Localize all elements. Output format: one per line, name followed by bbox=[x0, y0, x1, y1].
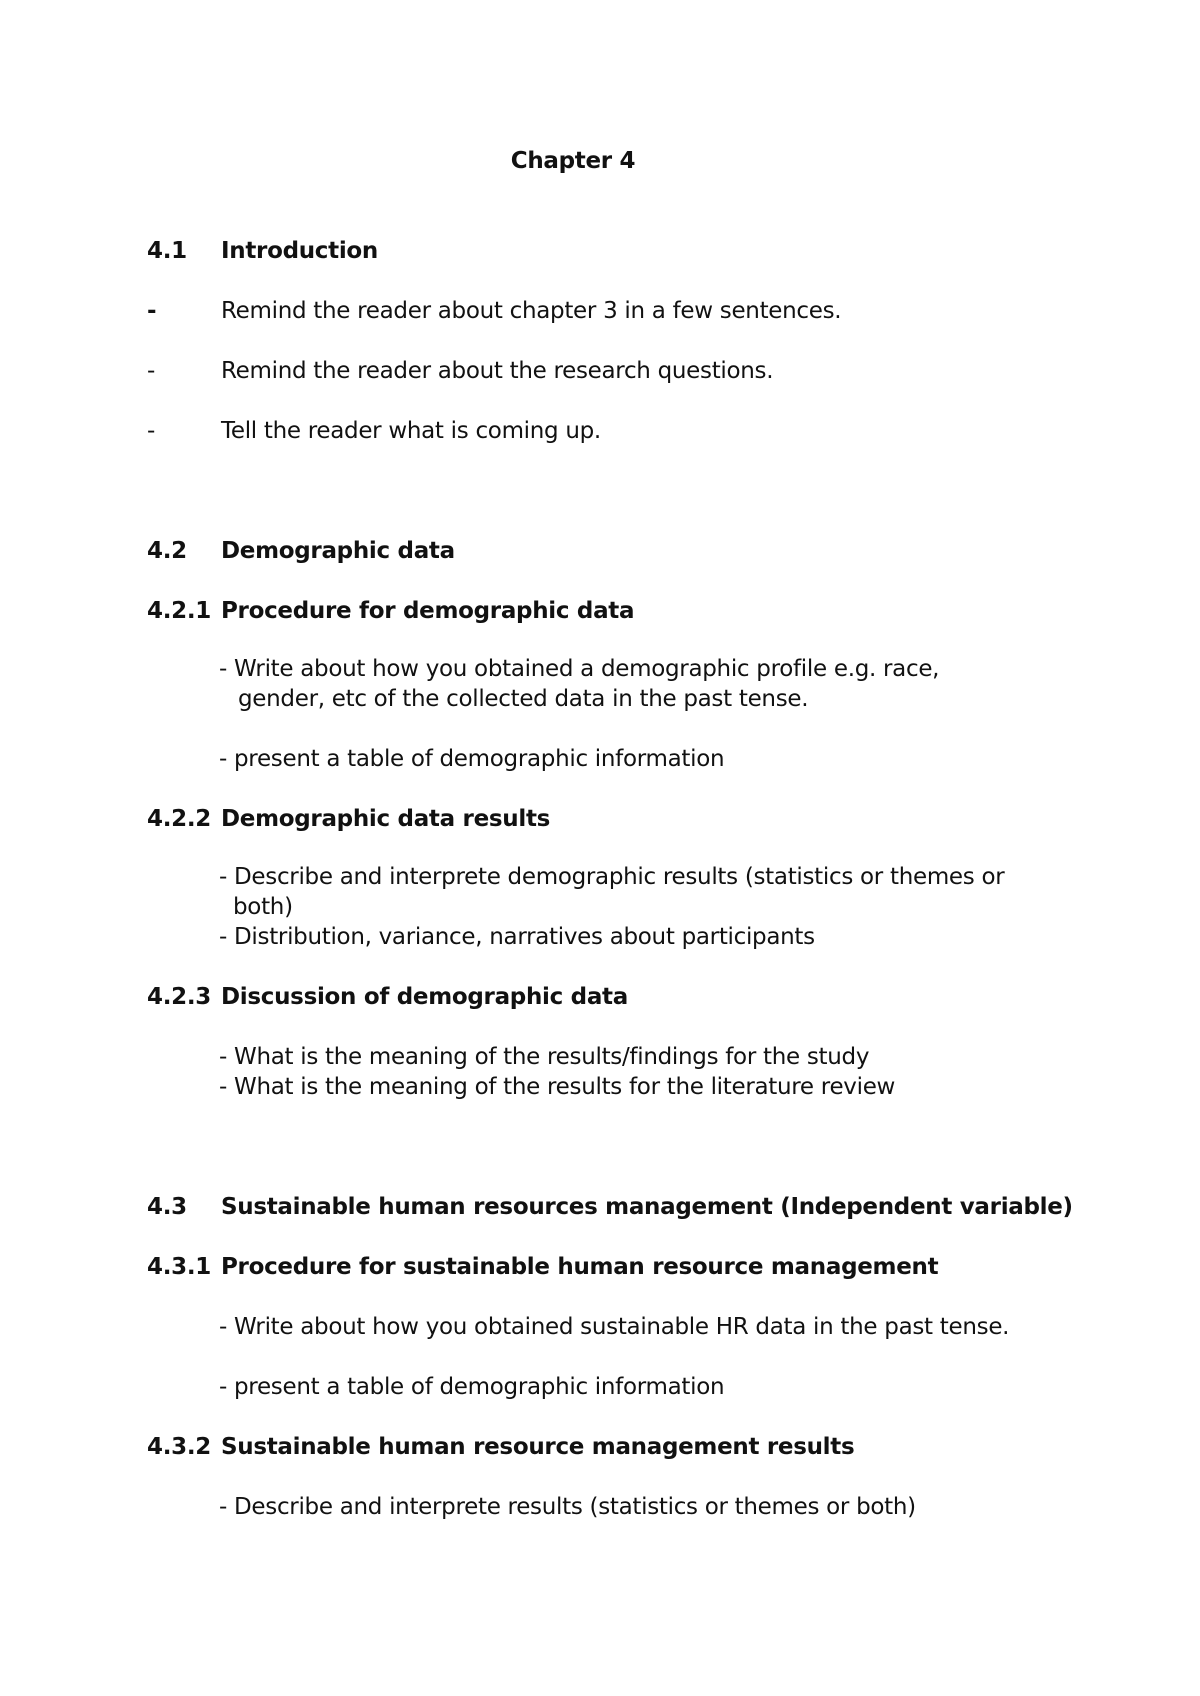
subsection-heading-shrm-results: Sustainable human resource management results bbox=[221, 1434, 855, 1460]
procedure-demographic-line-3: - present a table of demographic information bbox=[219, 746, 725, 772]
section-heading-introduction: Introduction bbox=[221, 238, 378, 264]
chapter-title: Chapter 4 bbox=[510, 148, 636, 174]
discussion-demographic-line-1: - What is the meaning of the results/findings for the study bbox=[219, 1044, 870, 1070]
section-number-4-3: 4.3 bbox=[147, 1194, 187, 1220]
demographic-results-line-2: both) bbox=[233, 894, 293, 920]
subsection-heading-demographic-results: Demographic data results bbox=[221, 806, 551, 832]
discussion-demographic-line-2: - What is the meaning of the results for the literature review bbox=[219, 1074, 896, 1100]
subsection-number-4-2-1: 4.2.1 bbox=[147, 598, 211, 624]
section-heading-demographic-data: Demographic data bbox=[221, 538, 455, 564]
intro-bullet-1: Remind the reader about chapter 3 in a few sentences. bbox=[221, 298, 842, 324]
subsection-number-4-3-1: 4.3.1 bbox=[147, 1254, 211, 1280]
intro-bullet-3-dash: - bbox=[147, 418, 155, 444]
procedure-demographic-line-2: gender, etc of the collected data in the past tense. bbox=[238, 686, 809, 712]
subsection-heading-discussion-demographic: Discussion of demographic data bbox=[221, 984, 628, 1010]
subsection-number-4-3-2: 4.3.2 bbox=[147, 1434, 211, 1460]
demographic-results-line-3: - Distribution, variance, narratives about participants bbox=[219, 924, 815, 950]
intro-bullet-2-dash: - bbox=[147, 358, 155, 384]
section-number-4-1: 4.1 bbox=[147, 238, 187, 264]
section-number-4-2: 4.2 bbox=[147, 538, 187, 564]
subsection-number-4-2-3: 4.2.3 bbox=[147, 984, 211, 1010]
demographic-results-line-1: - Describe and interprete demographic results (statistics or themes or bbox=[219, 864, 1005, 890]
subsection-number-4-2-2: 4.2.2 bbox=[147, 806, 211, 832]
procedure-shrm-line-2: - present a table of demographic information bbox=[219, 1374, 725, 1400]
intro-bullet-3: Tell the reader what is coming up. bbox=[221, 418, 601, 444]
intro-bullet-1-dash: - bbox=[147, 298, 157, 324]
intro-bullet-2: Remind the reader about the research questions. bbox=[221, 358, 774, 384]
subsection-heading-procedure-demographic: Procedure for demographic data bbox=[221, 598, 635, 624]
shrm-results-line-1: - Describe and interprete results (statistics or themes or both) bbox=[219, 1494, 916, 1520]
section-heading-sustainable-hrm: Sustainable human resources management (Independent variable) bbox=[221, 1194, 1073, 1220]
procedure-demographic-line-1: - Write about how you obtained a demographic profile e.g. race, bbox=[219, 656, 940, 682]
procedure-shrm-line-1: - Write about how you obtained sustainable HR data in the past tense. bbox=[219, 1314, 1010, 1340]
subsection-heading-procedure-shrm: Procedure for sustainable human resource management bbox=[221, 1254, 939, 1280]
